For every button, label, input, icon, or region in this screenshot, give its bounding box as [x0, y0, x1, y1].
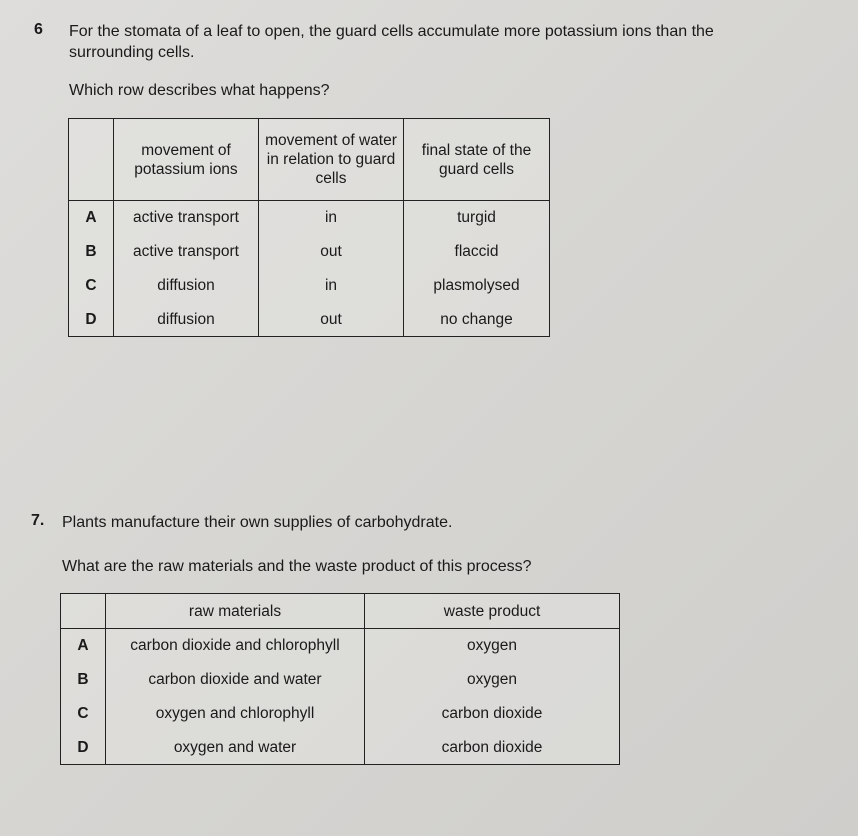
option-letter: A: [69, 201, 114, 235]
table-row[interactable]: [61, 697, 620, 731]
option-letter: D: [61, 731, 106, 765]
cell: active transport: [114, 235, 259, 269]
header-cell: movement of potassium ions: [114, 119, 259, 201]
answer-table: [60, 593, 620, 765]
cell: carbon dioxide: [365, 697, 620, 731]
table-row[interactable]: [69, 269, 550, 303]
cell: oxygen and chlorophyll: [106, 697, 365, 731]
table-row[interactable]: [61, 731, 620, 765]
stem-line: For the stomata of a leaf to open, the guard cells accumulate more potassium ions than the: [69, 23, 714, 40]
cell: in: [259, 201, 404, 235]
stem-line: surrounding cells.: [69, 44, 195, 61]
cell: in: [259, 269, 404, 303]
cell: oxygen: [365, 629, 620, 663]
cell: oxygen: [365, 663, 620, 697]
table-row[interactable]: [61, 629, 620, 663]
question-stem: Plants manufacture their own supplies of carbohydrate.: [62, 514, 453, 531]
table-row[interactable]: [69, 201, 550, 235]
header-cell: movement of water in relation to guard cells: [259, 119, 404, 201]
cell: oxygen and water: [106, 731, 365, 765]
cell: flaccid: [404, 235, 550, 269]
header-cell: waste product: [365, 594, 620, 629]
table-row[interactable]: [61, 663, 620, 697]
question-prompt: Which row describes what happens?: [69, 82, 330, 99]
header-cell: [69, 119, 114, 201]
table-header-row: [69, 119, 550, 201]
option-letter: B: [61, 663, 106, 697]
question-number: 7.: [31, 512, 45, 529]
option-letter: A: [61, 629, 106, 663]
cell: out: [259, 303, 404, 337]
cell: active transport: [114, 201, 259, 235]
cell: carbon dioxide and water: [106, 663, 365, 697]
answer-table: [68, 118, 550, 337]
option-letter: B: [69, 235, 114, 269]
cell: turgid: [404, 201, 550, 235]
header-cell: [61, 594, 106, 629]
cell: out: [259, 235, 404, 269]
table-header-row: [61, 594, 620, 629]
question-stem: [69, 21, 839, 63]
option-letter: D: [69, 303, 114, 337]
cell: plasmolysed: [404, 269, 550, 303]
question-prompt: What are the raw materials and the waste product of this process?: [62, 558, 532, 575]
header-cell: raw materials: [106, 594, 365, 629]
cell: diffusion: [114, 269, 259, 303]
cell: diffusion: [114, 303, 259, 337]
header-cell: final state of the guard cells: [404, 119, 550, 201]
cell: carbon dioxide and chlorophyll: [106, 629, 365, 663]
option-letter: C: [61, 697, 106, 731]
table-row[interactable]: [69, 303, 550, 337]
option-letter: C: [69, 269, 114, 303]
cell: no change: [404, 303, 550, 337]
question-number: 6: [34, 21, 43, 38]
cell: carbon dioxide: [365, 731, 620, 765]
table-row[interactable]: [69, 235, 550, 269]
